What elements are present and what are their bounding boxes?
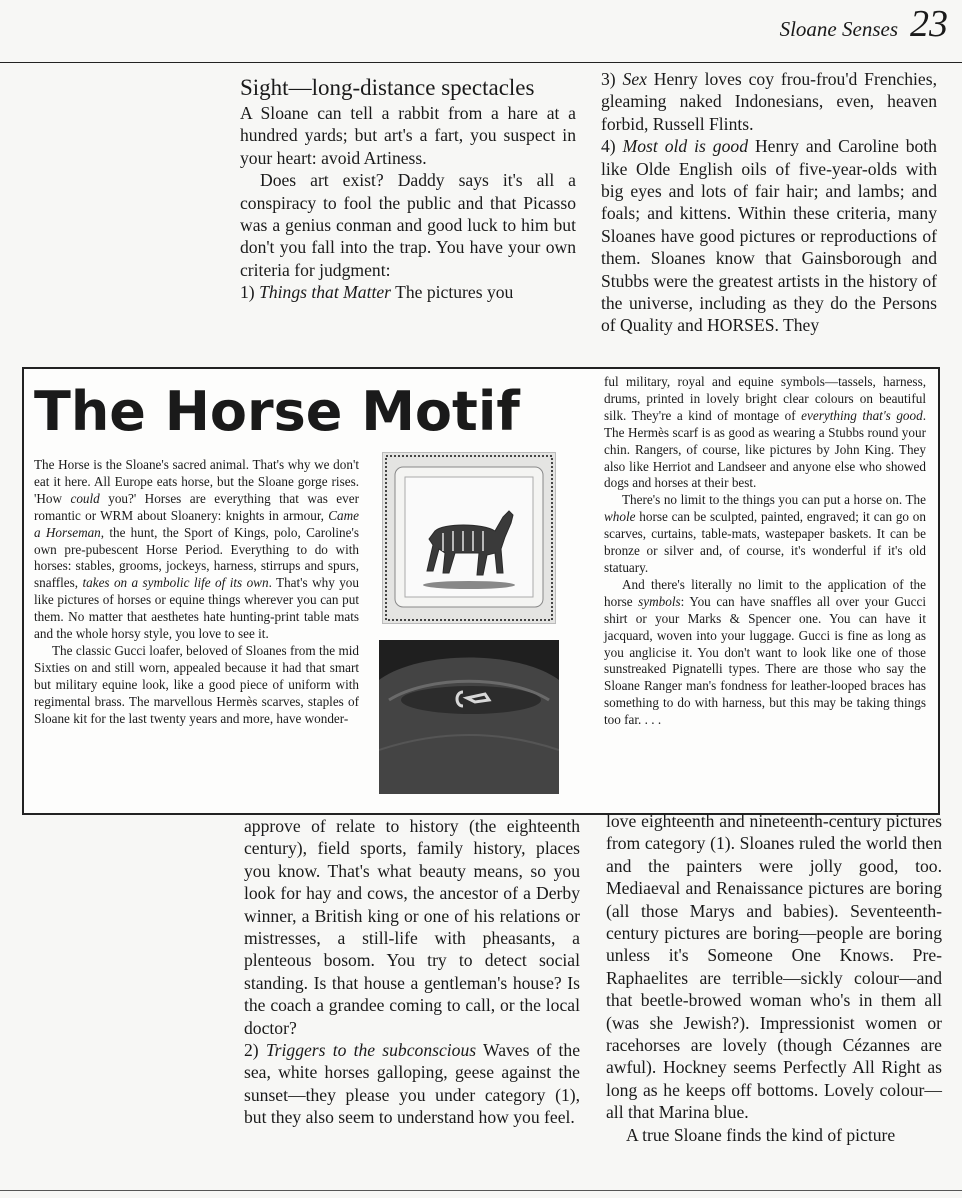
paragraph: A true Sloane finds the kind of picture: [626, 1124, 896, 1145]
page-number: 23: [910, 3, 948, 45]
paragraph: Does art exist? Daddy says it's all a conspiracy to fool the public and that Picasso was a genius conman and good luck to him but don't you fall into the trap. You have your own criteria for judgment:: [240, 170, 576, 280]
box-paragraph: The classic Gucci loafer, beloved of Sloanes from the mid Sixties on and still worn, appealed because it had that smart but military equine look, like a good piece of uniform with regimental brass. The marvellous Hermès scarves, staples of Sloane kit for the last twenty years and more, have wonder-: [34, 642, 359, 726]
box-title: The Horse Motif: [34, 380, 520, 443]
box-paragraph: ful military, royal and equine symbols—tassels, harness, drums, printed in lovely bright clear colours on beautiful silk. They're a kind of montage of everything that's good. The Hermès scarf is as good as wearing a Stubbs round your chin. Rangers, of course, like pictures by John King. They also like Herriot and Landseer and anyone else who showed dogs and horses at their best.: [604, 374, 926, 491]
item-number: 3): [601, 69, 616, 89]
item-label: Sex: [622, 69, 647, 89]
running-head-title: Sloane Senses: [779, 17, 898, 41]
list-item-things-that-matter: [240, 281, 576, 303]
bottom-right-column: [606, 810, 942, 1146]
list-item-most-old-is-good: [601, 135, 937, 337]
section-heading: Sight—long-distance spectacles: [240, 75, 535, 100]
item-number: 1): [240, 282, 255, 303]
header-rule: [0, 62, 962, 63]
paragraph: love eighteenth and nineteenth-century pictures from category (1). Sloanes ruled the world then and the painters were jolly good, too. Mediaeval and Renaissance pictures are boring (all those Marys and babies). Seventeenth-century pictures are boring—people are boring unless it's Someone One Knows. Pre-Raphaelites are terrible—sickly colour—and that beetle-browed woman who's in them all (was she Jewish?). Impressionist women or racehorses are lovely (though Cézannes are awful). Hockney seems Perfectly All Right as long as he keeps off bottoms. Lovely colour—all that Marina blue.: [606, 811, 942, 1123]
item-number: 2): [244, 1040, 259, 1061]
footer-rule: [0, 1190, 962, 1191]
item-label: Most old is good: [622, 136, 748, 157]
item-text: Henry loves coy frou-frou'd Frenchies, gleaming naked Indonesians, even, heaven forbid, Russell Flints.: [601, 69, 937, 134]
paragraph: A Sloane can tell a rabbit from a hare at a hundred yards; but art's a fart, you suspect in your heart: avoid Artiness.: [240, 103, 576, 168]
horse-ashtray-illustration: [383, 453, 555, 623]
running-head: [780, 2, 948, 46]
section-left-column: [240, 74, 576, 304]
box-right-text: [604, 374, 926, 729]
item-number: 4): [601, 136, 616, 157]
box-left-text: [34, 457, 359, 728]
item-text: Waves of the sea, white horses galloping, geese against the sunset—they please you under category (1), but they also seem to understand how you feel.: [244, 1040, 580, 1128]
box-paragraph: There's no limit to the things you can put a horse on. The whole horse can be sculpted, painted, engraved; it can go on scarves, curtains, table-mats, wastepaper baskets. It can be bronze or silver and, of course, it's wonderful if it's old statuary.: [604, 492, 926, 575]
paragraph: approve of relate to history (the eighteenth century), field sports, family history, places you know. That's what beauty means, so you look for hay and cows, the ancestor of a Derby winner, a British king or one of his relations or mistresses, a still-life with pheasants, a plenteous bosom. You try to detect social standing. Is that house a gentleman's house? Is the coach a grandee coming to call, or the local doctor?: [244, 816, 580, 1038]
gucci-loafer-photo: [379, 640, 559, 794]
item-label: Things that Matter: [259, 282, 392, 303]
section-right-column: [601, 68, 937, 337]
item-text: The pictures you: [395, 282, 514, 303]
bottom-left-column: [244, 815, 580, 1129]
item-label: Triggers to the subconscious: [265, 1040, 477, 1061]
box-paragraph: And there's literally no limit to the application of the horse symbols: You can have snaffles all over your Gucci shirt or your Marks & Spencer one. You can have it jacquard, woven into your luggage. Gucci is fine as long as you anglicise it. You don't want to look like one of those sunstreaked Pignatelli types. There are those who say the Sloane Ranger man's fondness for leather-looped braces has something to do with harness, but this may be taking things too far. . . .: [604, 576, 926, 728]
list-item-triggers: [244, 1039, 580, 1129]
loafer-illustration: [379, 640, 559, 794]
horse-ashtray-photo: [382, 452, 556, 624]
item-text: Henry and Caroline both like Olde English oils of five-year-olds with big eyes and lots of fair hair; and lambs; and foals; and kittens. Within these criteria, many Sloanes have good pictures or reproductions of them. Sloanes know that Gainsborough and Stubbs were the greatest artists in the history of the universe, including as they do the Persons of Quality and HORSES. They: [601, 136, 937, 336]
list-item-sex: [601, 68, 937, 135]
box-paragraph: The Horse is the Sloane's sacred animal. That's why we don't eat it here. All Europe eats horse, but the Sloane gorge rises. 'How could you?' Horses are everything that was ever romantic or WRM about Sloanery: knights in armour, Came a Horseman, the hunt, the Sport of Kings, polo, Caroline's own pre-pubescent Horse Period. Everything to do with horses: stables, grooms, jockeys, harness, stirrups and spurs, snaffles, takes on a symbolic life of its own. That's why you like pictures of horses or equine things wherever you can put them. No matter that aesthetes hate hunting-print table mats and the whole horsy style, you love to see it.: [34, 457, 359, 642]
